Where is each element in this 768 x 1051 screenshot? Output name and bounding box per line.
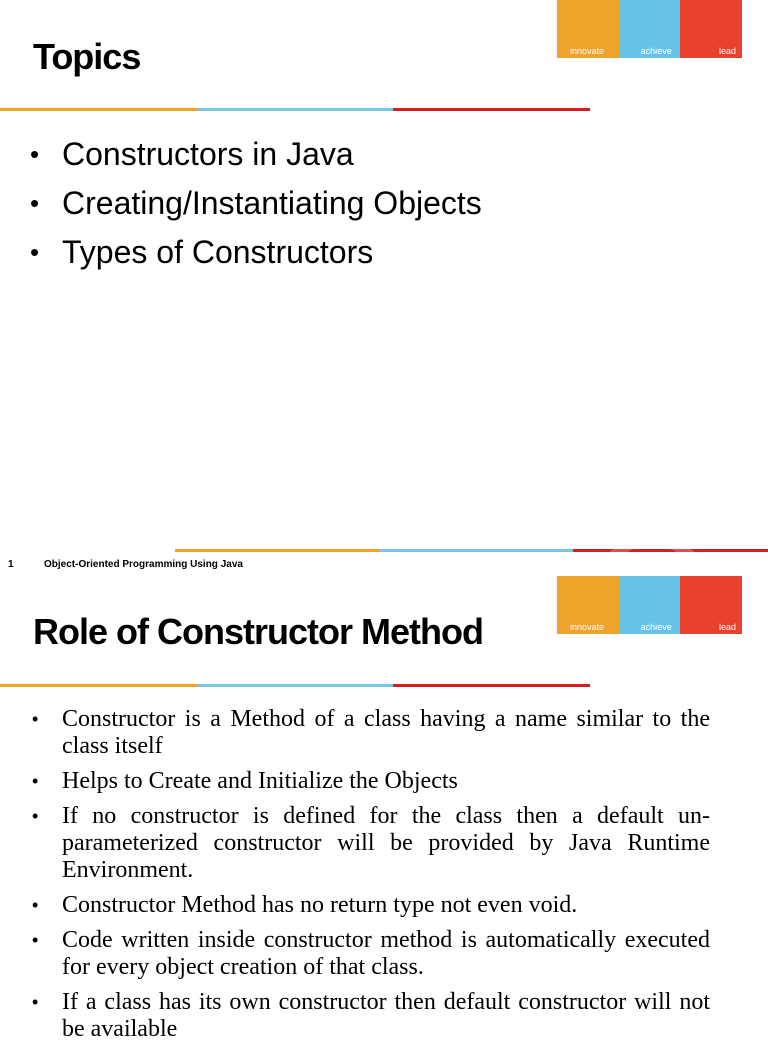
logo-lead: lead [719,622,737,632]
logo-lead: lead [719,46,737,56]
footer-text: Object-Oriented Programming Using Java [44,559,243,570]
logo-innovate: innovate [570,622,605,632]
list-item: • Constructors in Java [30,130,482,179]
logo-achieve: achieve [640,46,672,56]
slide-title: Topics [33,36,141,77]
list-item: • Constructor Method has no return type not even void. [30,892,710,919]
title-divider [0,108,590,111]
title-divider [0,684,590,687]
list-item: • Code written inside constructor method is automatically executed for every object creation of that class. [30,927,710,981]
logo-innovate: innovate [570,46,605,56]
list-item: • If no constructor is defined for the class then a default un-parameterized constructor will be provided by Java Runtime Environment. [30,803,710,884]
brand-logo [557,576,742,634]
slide-2 [0,576,768,1042]
logo-achieve: achieve [640,622,672,632]
topics-list [30,130,482,277]
page-number: 1 [8,559,14,570]
slide-title: Role of Constructor Method [33,611,483,652]
list-item: • Types of Constructors [30,228,482,277]
list-item: • If a class has its own constructor then default constructor will not be available [30,989,710,1043]
list-item: • Constructor is a Method of a class having a name similar to the class itself [30,706,710,760]
brand-logo [557,0,742,58]
footer-divider [175,549,768,552]
constructor-role-list [30,706,710,1051]
list-item: • Helps to Create and Initialize the Objects [30,768,710,795]
list-item: • Creating/Instantiating Objects [30,179,482,228]
